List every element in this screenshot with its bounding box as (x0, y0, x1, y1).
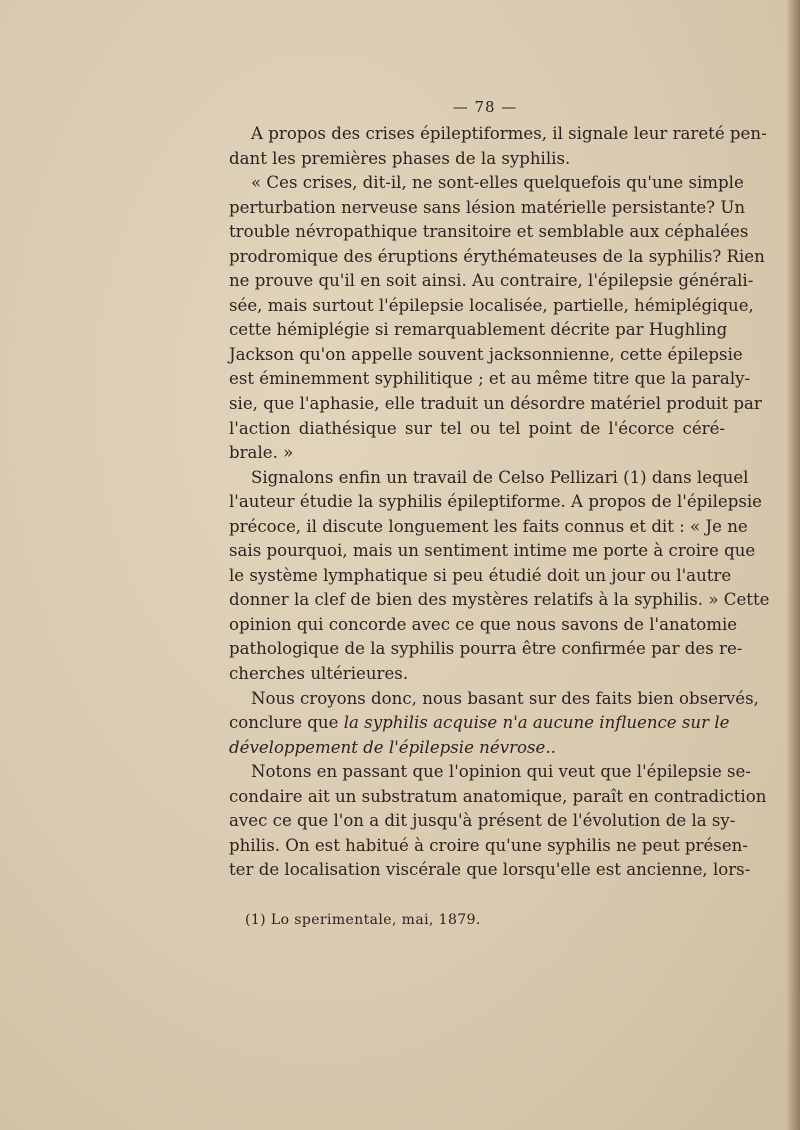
text-line: dant les premières phases de la syphilis. (229, 148, 571, 168)
text-line: avec ce que l'on a dit jusqu'à présent de l'évolution de la sy- (229, 811, 736, 831)
text-line: pathologique de la syphilis pourra être confirmée par des re- (229, 639, 743, 659)
text-line: ne prouve qu'il en soit ainsi. Au contraire, l'épilepsie générali- (229, 271, 754, 291)
footnote: (1) Lo sperimentale, mai, 1879. (245, 912, 481, 928)
text-line: A propos des crises épileptiformes, il signale leur rareté pen- (251, 124, 767, 143)
text-line: « Ces crises, dit-il, ne sont-elles quelquefois qu'une simple (251, 173, 744, 193)
text-line: sie, que l'aphasie, elle traduit un désordre matériel produit par (229, 394, 762, 414)
text-line: cette hémiplégie si remarquablement décrite par Hughling (229, 320, 728, 340)
text-line: l'action diathésique sur tel ou tel point de l'écorce céré- (229, 418, 725, 438)
text-line: donner la clef de bien des mystères relatifs à la syphilis. » Cette (229, 590, 770, 610)
text-line: brale. » (229, 443, 294, 463)
text-line: opinion qui concorde avec ce que nous savons de l'anatomie (229, 614, 738, 634)
text-line: ter de localisation viscérale que lorsqu'elle est ancienne, lors- (229, 860, 751, 880)
text-line: sais pourquoi, mais un sentiment intime me porte à croire que (229, 541, 756, 561)
page-number: — 78 — (452, 98, 518, 116)
text-line: Jackson qu'on appelle souvent jacksonnienne, cette épilepsie (229, 344, 743, 364)
page-edge-shadow (786, 0, 800, 1130)
text-line: est éminemment syphilitique ; et au même titre que la paraly- (229, 369, 751, 389)
text-line: Signalons enfin un travail de Celso Pellizari (1) dans lequel (251, 467, 749, 487)
text-line: précoce, il discute longuement les faits connus et dit : « Je ne (229, 516, 748, 536)
text-line: condaire ait un substratum anatomique, paraît en contradiction (229, 786, 767, 806)
text-line: perturbation nerveuse sans lésion matérielle persistante? Un (229, 197, 746, 217)
body-text (229, 122, 770, 883)
text-line: conclure que la syphilis acquise n'a aucune influence sur le (229, 713, 730, 733)
text-line: sée, mais surtout l'épilepsie localisée, partielle, hémiplégique, (229, 295, 754, 315)
text-line: développement de l'épilepsie névrose.. (229, 737, 556, 757)
text-line: prodromique des éruptions érythémateuses de la syphilis? Rien (229, 246, 765, 266)
text-line: l'auteur étudie la syphilis épileptiforme. A propos de l'épilepsie (229, 492, 762, 512)
text-line: le système lymphatique si peu étudié doit un jour ou l'autre (229, 565, 732, 585)
text-line: trouble névropathique transitoire et semblable aux céphalées (229, 222, 749, 242)
text-line: Notons en passant que l'opinion qui veut que l'épilepsie se- (251, 762, 751, 782)
text-line: philis. On est habitué à croire qu'une syphilis ne peut présen- (229, 835, 748, 855)
text-line: Nous croyons donc, nous basant sur des faits bien observés, (251, 688, 759, 708)
text-line: cherches ultérieures. (229, 664, 409, 684)
